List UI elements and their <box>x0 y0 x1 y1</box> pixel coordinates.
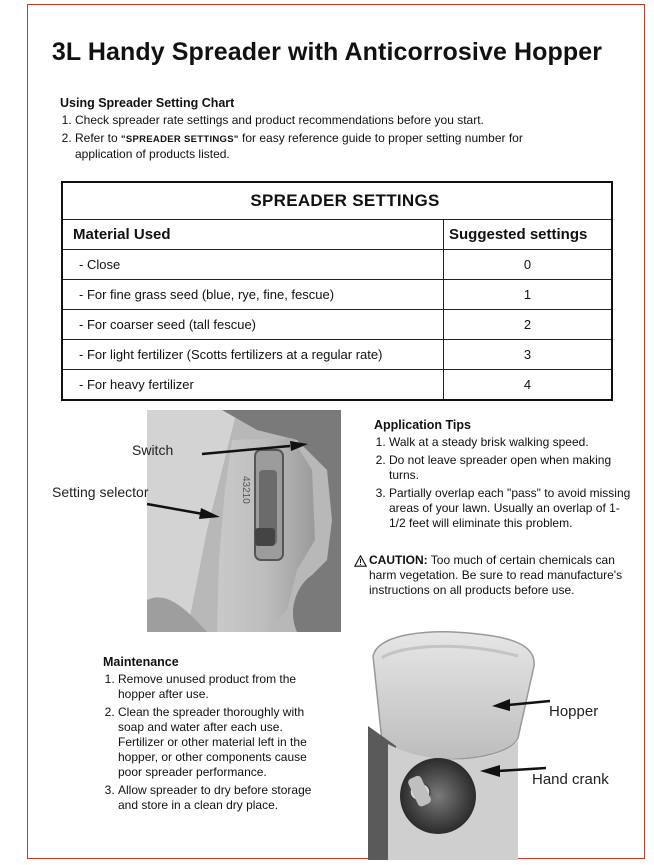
setting-cell: 0 <box>444 250 613 280</box>
tip-item: 2. Do not leave spreader open when making turns. <box>389 453 636 483</box>
crank-arrow <box>478 762 548 778</box>
material-cell: - For heavy fertilizer <box>62 370 444 401</box>
warning-icon <box>354 555 367 567</box>
caution-note <box>354 553 629 598</box>
setting-cell: 2 <box>444 310 613 340</box>
maintenance-heading: Maintenance <box>103 655 179 669</box>
maintenance-item: 1. Remove unused product from the hopper after use. <box>118 672 313 702</box>
hopper-arrow <box>490 695 552 713</box>
table-caption: SPREADER SETTINGS <box>62 182 612 220</box>
setting-chart-instructions <box>60 96 560 165</box>
column-header-material: Material Used <box>62 220 444 250</box>
material-cell: - For coarser seed (tall fescue) <box>62 310 444 340</box>
maintenance-section <box>103 655 313 816</box>
instruction-step-1: 1. Check spreader rate settings and product recommendations before you start. <box>75 113 560 128</box>
table-row <box>62 340 612 370</box>
table-row <box>62 310 612 340</box>
maintenance-item: 3. Allow spreader to dry before storage and store in a clean dry place. <box>118 783 313 813</box>
instructions-heading: Using Spreader Setting Chart <box>60 96 235 110</box>
table-row <box>62 370 612 401</box>
settings-reference: "SPREADER SETTINGS" <box>121 134 239 145</box>
dial-markings: 43210 <box>240 476 251 504</box>
table-row <box>62 250 612 280</box>
caution-lead: CAUTION: <box>369 553 428 567</box>
tip-item: 3. Partially overlap each "pass" to avoid missing areas of your lawn. Usually an overlap of 1-1/2 feet will eliminate this problem. <box>389 486 636 531</box>
setting-selector-label: Setting selector <box>52 484 149 500</box>
table-row <box>62 280 612 310</box>
hand-crank-label: Hand crank <box>532 771 609 788</box>
switch-arrow <box>200 440 310 460</box>
setting-cell: 3 <box>444 340 613 370</box>
tip-item: 1. Walk at a steady brisk walking speed. <box>389 435 636 450</box>
hopper-label: Hopper <box>549 703 599 720</box>
material-cell: - For light fertilizer (Scotts fertilizers at a regular rate) <box>62 340 444 370</box>
material-cell: - For fine grass seed (blue, rye, fine, fescue) <box>62 280 444 310</box>
maintenance-item: 2. Clean the spreader thoroughly with soap and water after each use. Fertilizer or other material left in the hopper, or other components cause poor spreader performance. <box>118 705 313 780</box>
application-tips <box>374 418 636 534</box>
hopper-photo <box>368 626 538 860</box>
instruction-step-2: 2. Refer to "SPREADER SETTINGS" for easy reference guide to proper setting number for application of products listed. <box>75 131 560 162</box>
setting-cell: 1 <box>444 280 613 310</box>
caution-text: Too much of certain chemicals can harm vegetation. Be sure to read manufacture's instructions on all products before use. <box>369 553 623 597</box>
spreader-settings-table <box>61 181 613 401</box>
setting-cell: 4 <box>444 370 613 401</box>
tips-heading: Application Tips <box>374 418 471 432</box>
selector-arrow <box>145 500 225 522</box>
material-cell: - Close <box>62 250 444 280</box>
column-header-setting: Suggested settings <box>444 220 613 250</box>
switch-label: Switch <box>132 442 174 458</box>
page-title: 3L Handy Spreader with Anticorrosive Hopper <box>51 38 603 66</box>
